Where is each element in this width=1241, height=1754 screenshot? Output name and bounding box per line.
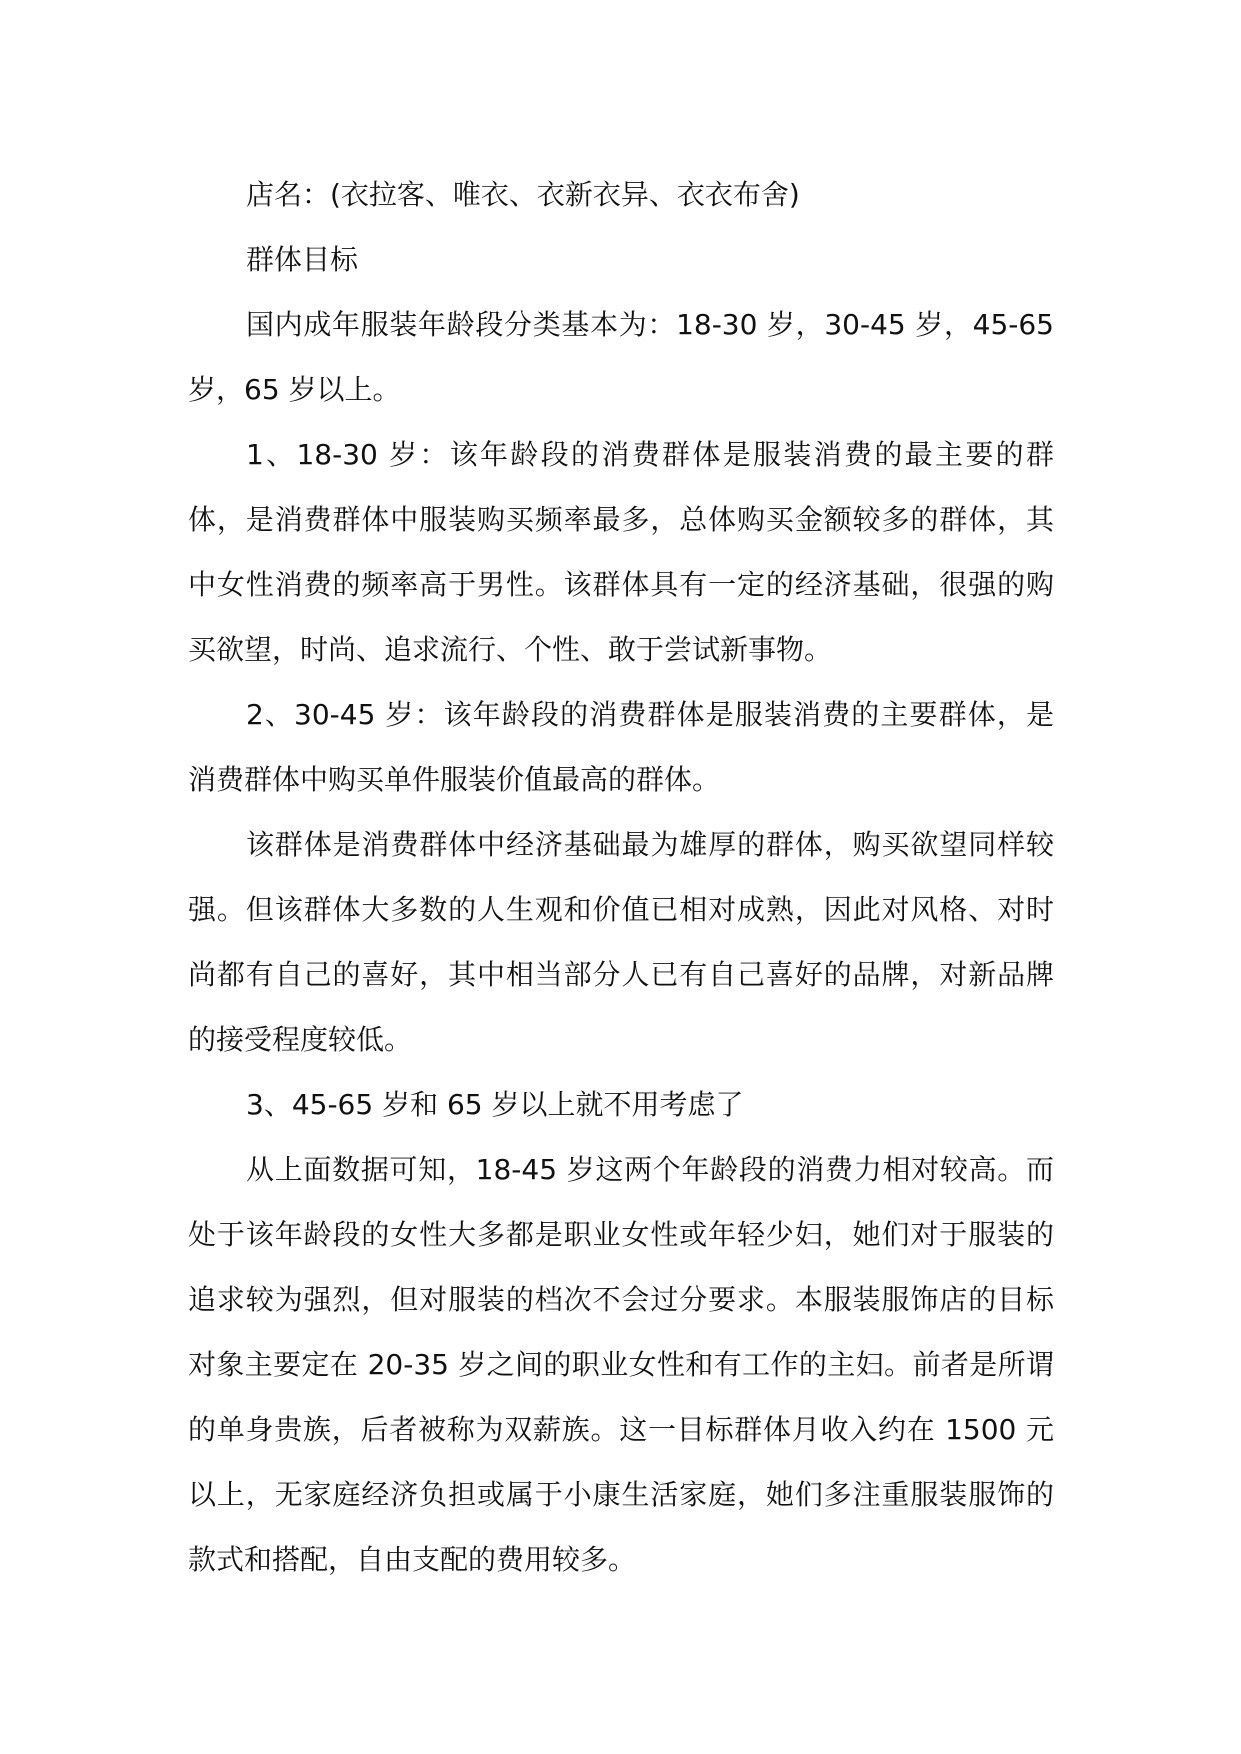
shop-name-paragraph: 店名：(衣拉客、唯衣、衣新衣异、衣衣布舍) — [246, 178, 800, 211]
age-30-45-detail-paragraph: 该群体是消费群体中经济基础最为雄厚的群体，购买欲望同样较强。但该群体大多数的人生观和价值已相对成熟，因此对风格、对时尚都有自己的喜好，其中相当部分人已有自己喜好的品牌，对新品牌的接受程度较低。 — [188, 828, 1054, 1056]
conclusion-paragraph: 从上面数据可知，18-45 岁这两个年龄段的消费力相对较高。而处于该年龄段的女性大多都是职业女性或年轻少妇，她们对于服装的追求较为强烈，但对服装的档次不会过分要求。本服装服饰店的目标对象主要定在 20-35 岁之间的职业女性和有工作的主妇。前者是所谓的单身贵族，后者被称为双薪族。这一目标群体月收入约在 1500 元以上，无家庭经济负担或属于小康生活家庭，她们多注重服装服饰的款式和搭配，自由支配的费用较多。 — [188, 1153, 1054, 1576]
age-45-plus-paragraph: 3、45-65 岁和 65 岁以上就不用考虑了 — [246, 1088, 744, 1121]
document-page — [188, 162, 1054, 1592]
section-heading-target-group: 群体目标 — [246, 243, 359, 276]
age-30-45-paragraph: 2、30-45 岁：该年龄段的消费群体是服装消费的主要群体，是消费群体中购买单件服装价值最高的群体。 — [188, 698, 1054, 796]
age-classification-paragraph: 国内成年服装年龄段分类基本为：18-30 岁，30-45 岁，45-65 岁，65 岁以上。 — [188, 308, 1054, 406]
age-18-30-paragraph: 1、18-30 岁：该年龄段的消费群体是服装消费的最主要的群体，是消费群体中服装购买频率最多，总体购买金额较多的群体，其中女性消费的频率高于男性。该群体具有一定的经济基础，很强的购买欲望，时尚、追求流行、个性、敢于尝试新事物。 — [188, 438, 1054, 666]
